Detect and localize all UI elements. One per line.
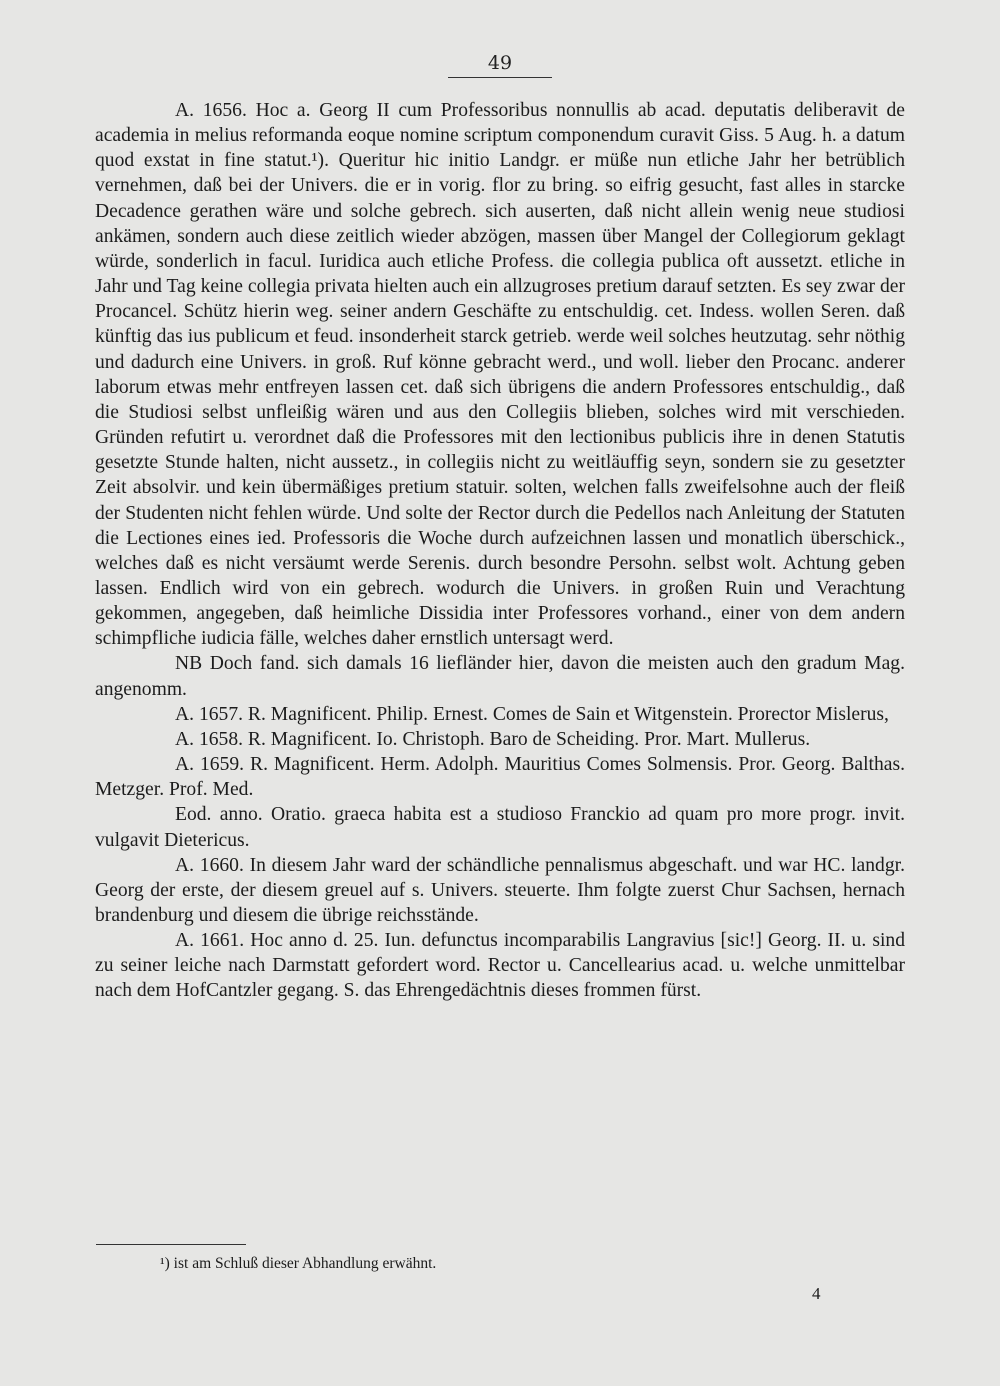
body-text [95,98,905,1004]
footnote-rule [96,1244,246,1245]
paragraph-1657: A. 1657. R. Magnificent. Philip. Ernest. Comes de Sain et Witgenstein. Prorector Mislerus, [175,703,889,725]
paragraph-nb: NB Doch fand. sich damals 16 liefländer hier, davon die meisten auch den gradum Mag. angenomm. [95,653,905,700]
page-number: 49 [487,52,513,74]
page-number-rule [448,77,552,78]
paragraph-eod-anno: Eod. anno. Oratio. graeca habita est a studioso Franckio ad quam pro more progr. invit. vulgavit Dietericus. [95,804,905,851]
paragraph-1656: A. 1656. Hoc a. Georg II cum Professoribus nonnullis ab acad. deputatis deliberavit de academia in melius reformanda eoque nomine scriptum componendum curavit Giss. 5 Aug. h. a datum quod exstat in fine statut.¹). Queritur hic initio Landgr. er müße nun etliche Jahr her betrüblich vernehmen, daß bei der Univers. die er in vorig. flor zu bring. so eifrig gesucht, fast alles in starcke Decadence gerathen wäre und solche gebrech. sich auserten, daß nicht allein wenig neue studiosi ankämen, sondern auch diese zeitlich wieder abzögen, massen über Mangel der Collegiorum geklagt würde, sonderlich in facul. Iuridica auch etliche Profess. die collegia publica oft aussetzt. etliche in Jahr und Tag keine collegia privata hielten auch ein allzugroses pretium darauf setzten. Es sey zwar der Procancel. Schütz hierin weg. seiner andern Geschäfte zu entschuldig. cet. Indess. wollen Seren. daß künftig das ius publicum et feud. insonderheit starck getrieb. werde weil solches heutzutag. sehr nöthig und dadurch eine Univers. in groß. Ruf könne gebracht werd., und woll. lieber den Procanc. anderer laborum etwas mehr entfreyen lassen cet. daß sich übrigens die andern Professores entschuldig., daß die Studiosi selbst unfleißig wären und aus den Collegiis blieben, solches wird mit verschieden. Gründen refutirt u. verordnet daß die Professores mit den lectionibus publicis ihre in denen Statutis gesetzte Stunde halten, nicht aussetz., in collegiis nicht zu weitläuffig seyn, sondern sie zu gesetzter Zeit absolvir. und kein übermäßiges pretium statuir. solten, welchen falls zweifelsohne auch der fleiß der Studenten nicht fehlen würde. Und solte der Rector durch die Pedellos nach Anleitung der Statuten die Lectiones eines ied. Professoris die Woche durch aufzeichnen lassen und monatlich überschick., welches daß es nicht versäumt werde Serenis. durch besondre Persohn. selbst wolt. Achtung geben lassen. Endlich wird von ein gebrech. wodurch die Univers. in großen Ruin und Verachtung gekommen, angegeben, daß heimliche Dissidia inter Professores vorhand., einer von dem andern schimpfliche iudicia fälle, welches daher ernstlich untersagt werd. [95,100,905,650]
paragraph-1660: A. 1660. In diesem Jahr ward der schändliche pennalismus abgeschaft. und war HC. landgr. Georg der erste, der diesem greuel auf s. Univers. steuerte. Ihm folgte zuerst Chur Sachsen, hernach brandenburg und diesem die übrige reichsstände. [95,854,905,926]
paragraph-1659: A. 1659. R. Magnificent. Herm. Adolph. Mauritius Comes Solmensis. Pror. Georg. Balthas. Metzger. Prof. Med. [95,754,905,801]
paragraph-1658: A. 1658. R. Magnificent. Io. Christoph. Baro de Scheiding. Pror. Mart. Mullerus. [175,728,811,750]
paragraph-1661: A. 1661. Hoc anno d. 25. Iun. defunctus incomparabilis Langravius [sic!] Georg. II. u. sind zu seiner leiche nach Darmstatt gefordert word. Rector u. Cancellearius acad. u. welche unmittelbar nach dem HofCantzler gegang. S. das Ehrengedächtnis dieses frommen fürst. [95,930,905,1002]
signature-mark: 4 [812,1284,821,1303]
footnote: ¹) ist am Schluß dieser Abhandlung erwähnt. [160,1255,437,1272]
